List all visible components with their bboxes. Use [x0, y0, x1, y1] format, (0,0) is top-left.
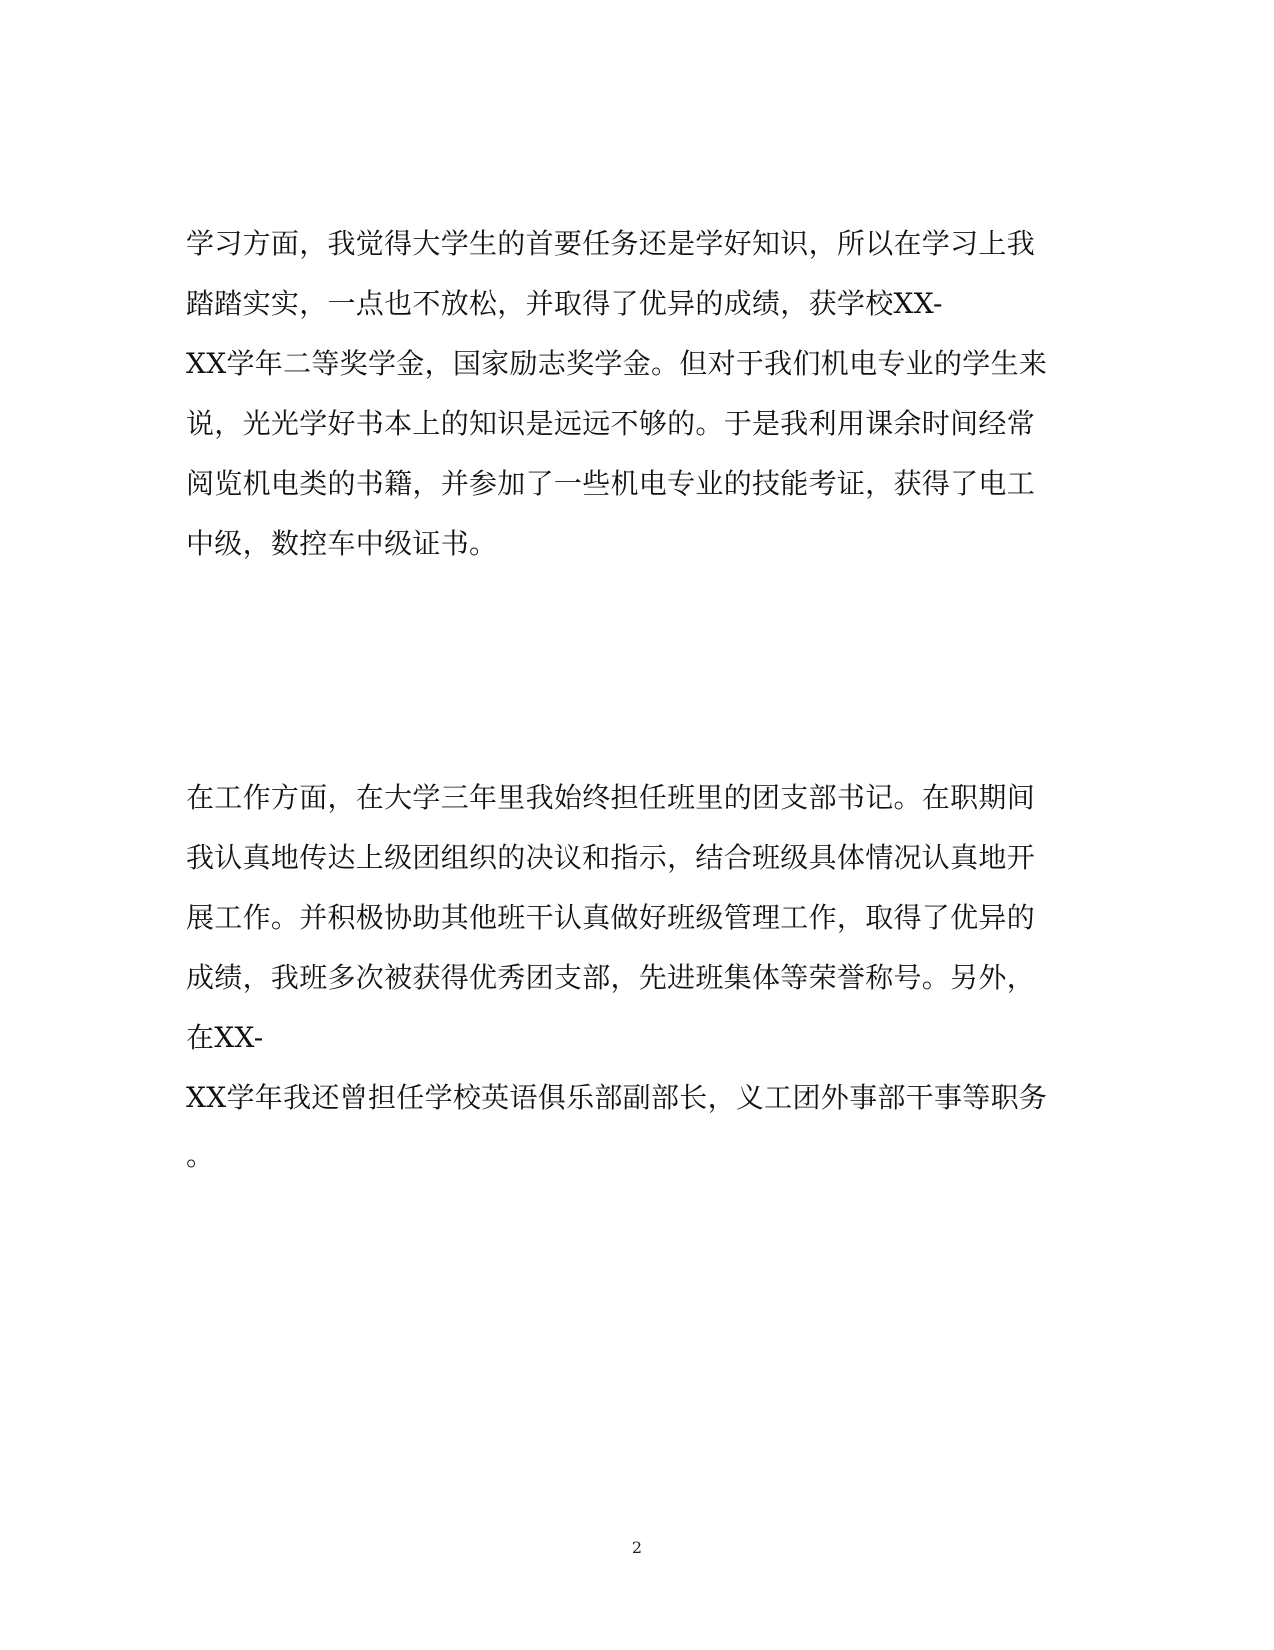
text-line: 成绩，我班多次被获得优秀团支部，先进班集体等荣誉称号。另外， — [186, 961, 1036, 994]
text-line: XX学年二等奖学金，国家励志奖学金。但对于我们机电专业的学生来 — [186, 347, 1048, 380]
text-line: 在XX- — [186, 1021, 264, 1054]
text-line: 说，光光学好书本上的知识是远远不够的。于是我利用课余时间经常 — [186, 407, 1036, 440]
text-line: 我认真地传达上级团组织的决议和指示，结合班级具体情况认真地开 — [186, 841, 1036, 874]
text-line: 学习方面，我觉得大学生的首要任务还是学好知识，所以在学习上我 — [186, 227, 1036, 260]
text-line: 展工作。并积极协助其他班干认真做好班级管理工作，取得了优异的 — [186, 901, 1036, 934]
text-line: 。 — [186, 1139, 215, 1172]
text-line: XX学年我还曾担任学校英语俱乐部副部长，义工团外事部干事等职务 — [186, 1081, 1048, 1114]
text-line: 在工作方面，在大学三年里我始终担任班里的团支部书记。在职期间 — [186, 781, 1036, 814]
page-number: 2 — [631, 1538, 643, 1557]
text-line: 踏踏实实，一点也不放松，并取得了优异的成绩，获学校XX- — [186, 287, 943, 320]
text-line: 中级，数控车中级证书。 — [186, 527, 498, 560]
text-line: 阅览机电类的书籍，并参加了一些机电专业的技能考证，获得了电工 — [186, 467, 1036, 500]
